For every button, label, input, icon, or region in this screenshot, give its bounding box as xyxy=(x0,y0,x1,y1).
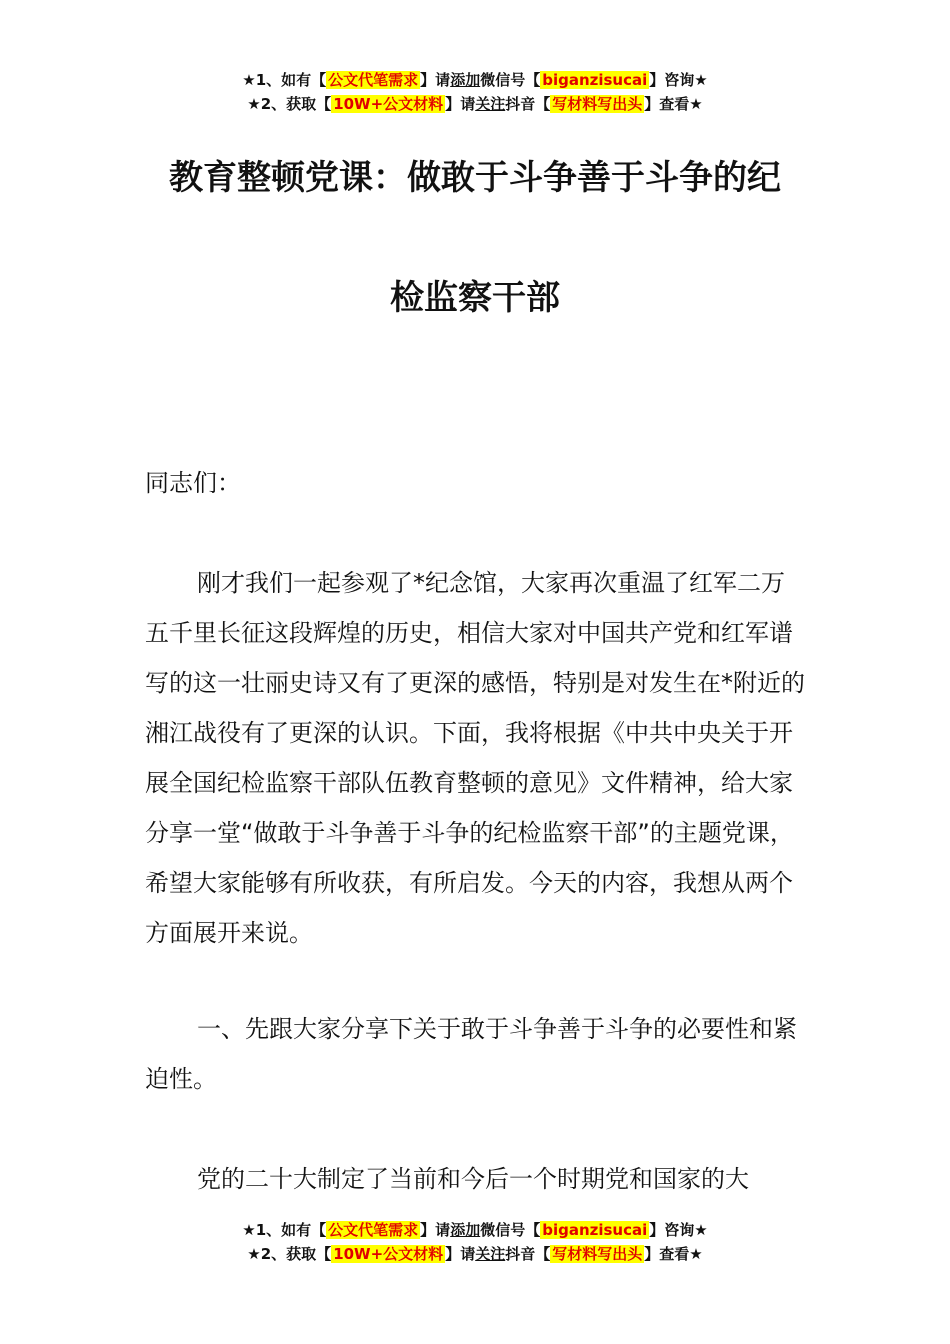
banner-underlined: 添加 xyxy=(450,71,481,89)
banner-text: 】请 xyxy=(420,1221,451,1239)
banner-highlight: 公文代笔需求 xyxy=(328,71,419,89)
banner-text: 】请 xyxy=(445,95,476,113)
banner-line-1 xyxy=(0,68,950,92)
banner-text: ★2、获取【 xyxy=(247,95,332,113)
banner-text: 】请 xyxy=(445,1245,476,1263)
banner-line-2 xyxy=(0,1242,950,1266)
header-banner xyxy=(0,68,950,116)
banner-text: 抖音【 xyxy=(505,95,551,113)
banner-text: ★1、如有【 xyxy=(242,71,327,89)
banner-text: 】请 xyxy=(420,71,451,89)
banner-text: 微信号【 xyxy=(480,71,541,89)
salutation: 同志们： xyxy=(145,469,241,497)
banner-underlined: 添加 xyxy=(450,1221,481,1239)
banner-text: 】查看★ xyxy=(644,1245,703,1263)
banner-text: ★2、获取【 xyxy=(247,1245,332,1263)
banner-highlight: 写材料写出头 xyxy=(552,1245,643,1263)
banner-text: 】咨询★ xyxy=(649,1221,708,1239)
banner-text: 】咨询★ xyxy=(649,71,708,89)
banner-line-2 xyxy=(0,92,950,116)
banner-underlined: 关注 xyxy=(475,95,506,113)
banner-text: ★1、如有【 xyxy=(242,1221,327,1239)
banner-text: 抖音【 xyxy=(505,1245,551,1263)
document-title-line-1: 教育整顿党课：做敢于斗争善于斗争的纪 xyxy=(169,158,781,198)
banner-line-1 xyxy=(0,1218,950,1242)
banner-highlight: 10W+公文材料 xyxy=(333,1245,444,1263)
paragraph-1: 刚才我们一起参观了*纪念馆，大家再次重温了红军二万五千里长征这段辉煌的历史，相信大家对中国共产党和红军谱写的这一壮丽史诗又有了更深的感悟，特别是对发生在*附近的湘江战役有了更深的认识。下面，我将根据《中共中央关于开展全国纪检监察干部队伍教育整顿的意见》文件精神，给大家分享一堂“做敢于斗争善于斗争的纪检监察干部”的主题党课，希望大家能够有所收获，有所启发。今天的内容，我想从两个方面展开来说。 xyxy=(145,569,805,947)
banner-underlined: 关注 xyxy=(475,1245,506,1263)
footer-banner xyxy=(0,1218,950,1266)
banner-text: 微信号【 xyxy=(480,1221,541,1239)
document-title-line-2: 检监察干部 xyxy=(390,278,560,318)
banner-highlight: biganzisucai xyxy=(542,1221,648,1239)
banner-highlight: 写材料写出头 xyxy=(552,95,643,113)
banner-highlight: biganzisucai xyxy=(542,71,648,89)
banner-highlight: 公文代笔需求 xyxy=(328,1221,419,1239)
banner-text: 】查看★ xyxy=(644,95,703,113)
paragraph-2: 一、先跟大家分享下关于敢于斗争善于斗争的必要性和紧迫性。 xyxy=(145,1015,797,1093)
banner-highlight: 10W+公文材料 xyxy=(333,95,444,113)
paragraph-3: 党的二十大制定了当前和今后一个时期党和国家的大 xyxy=(197,1165,749,1193)
